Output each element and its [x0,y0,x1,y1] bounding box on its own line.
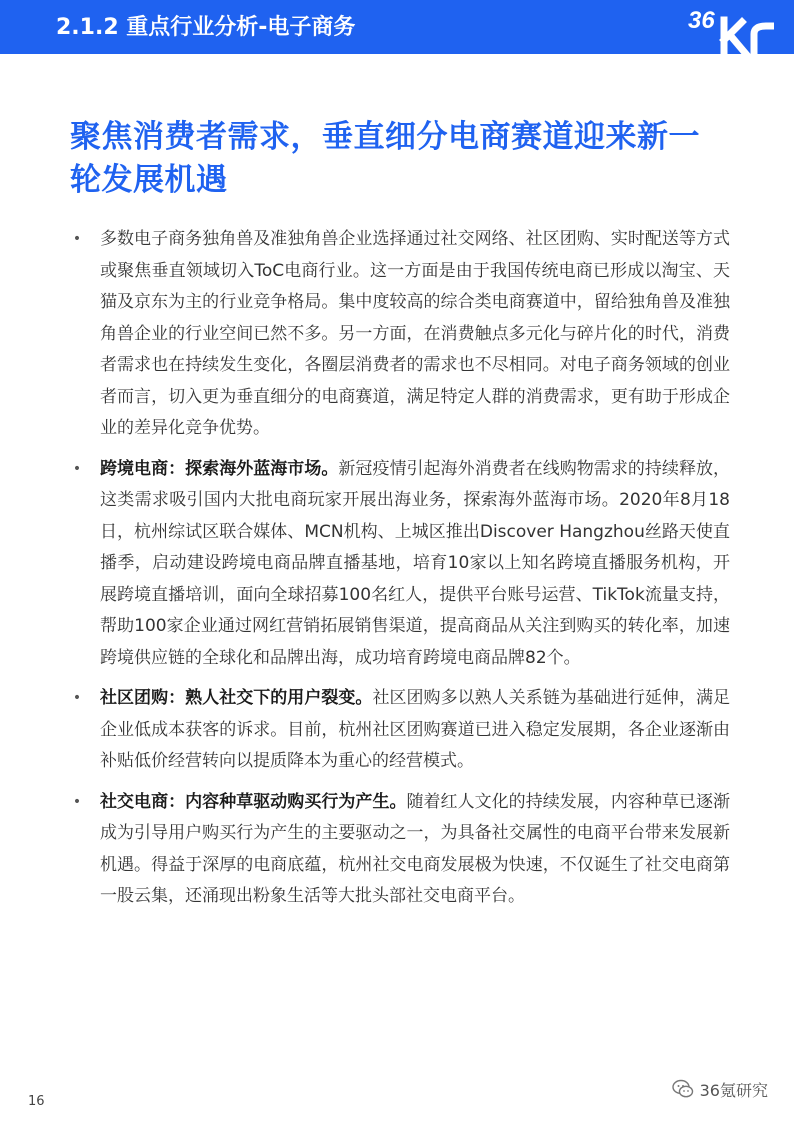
bullet-lead: 社区团购：熟人社交下的用户裂变。 [100,688,373,708]
bullet-lead: 跨境电商：探索海外蓝海市场。 [100,458,339,479]
watermark-text: 36氪研究 [699,1080,768,1100]
svg-text:36: 36 [688,7,715,34]
bullet-dot-icon: • [72,793,82,810]
list-item [70,683,730,778]
bullet-dot-icon: • [72,231,82,247]
list-item [70,224,730,445]
bullet-dot-icon: • [72,690,82,706]
bullet-text: 新冠疫情引起海外消费者在线购物需求的持续释放，这类需求吸引国内大批电商玩家开展出海业务，探索海外蓝海市场。2020年8月18日，杭州综试区联合媒体、MCN机构、上城区推出Discover Hangzhou丝路天使直播季，启动建设跨境电商品牌直播基地，培育10家以上知名跨境直播服务机构，开展跨境直播培训，面向全球招募100名红人，提供平台账号运营、TikTok流量支持，帮助100家企业通过网红营销拓展销售渠道，提高商品从关注到购买的转化率，加速跨境供应链的全球化和品牌出海，成功培育跨境电商品牌82个。 [100,458,731,668]
page-headline: 聚焦消费者需求，垂直细分电商赛道迎来新一轮发展机遇 [70,119,700,198]
list-item [70,454,730,675]
list-item [70,787,730,913]
bullet-dot-icon: • [72,460,82,477]
brand-logo [684,0,794,54]
bullet-text: 社区团购多以熟人关系链为基础进行延伸，满足企业低成本获客的诉求。目前，杭州社区团购赛道已进入稳定发展期，各企业逐渐由补贴低价经营转向以提质降本为重心的经营模式。 [100,688,731,771]
section-title: 2.1.2 重点行业分析-电子商务 [56,15,356,40]
bullet-text: 随着红人文化的持续发展，内容种草已逐渐成为引导用户购买行为产生的主要驱动之一，为具备社交属性的电商平台带来发展新机遇。得益于深厚的电商底蕴，杭州社交电商发展极为快速，不仅诞生了社交电商第一股云集，还涌现出粉象生活等大批头部社交电商平台。 [100,791,730,906]
bullet-list [70,224,730,922]
watermark [672,1076,768,1102]
wechat-icon [672,1078,694,1100]
page-header [0,0,794,54]
page-number: 16 [28,1094,45,1109]
bullet-text: 多数电子商务独角兽及准独角兽企业选择通过社交网络、社区团购、实时配送等方式或聚焦垂直领域切入ToC电商行业。这一方面是由于我国传统电商已形成以淘宝、天猫及京东为主的行业竞争格局。集中度较高的综合类电商赛道中，留给独角兽及准独角兽企业的行业空间已然不多。另一方面，在消费触点多元化与碎片化的时代，消费者需求也在持续发生变化，各圈层消费者的需求也不尽相同。对电子商务领域的创业者而言，切入更为垂直细分的电商赛道，满足特定人群的消费需求，更有助于形成企业的差异化竞争优势。 [100,229,730,438]
bullet-lead: 社交电商：内容种草驱动购买行为产生。 [100,791,407,812]
